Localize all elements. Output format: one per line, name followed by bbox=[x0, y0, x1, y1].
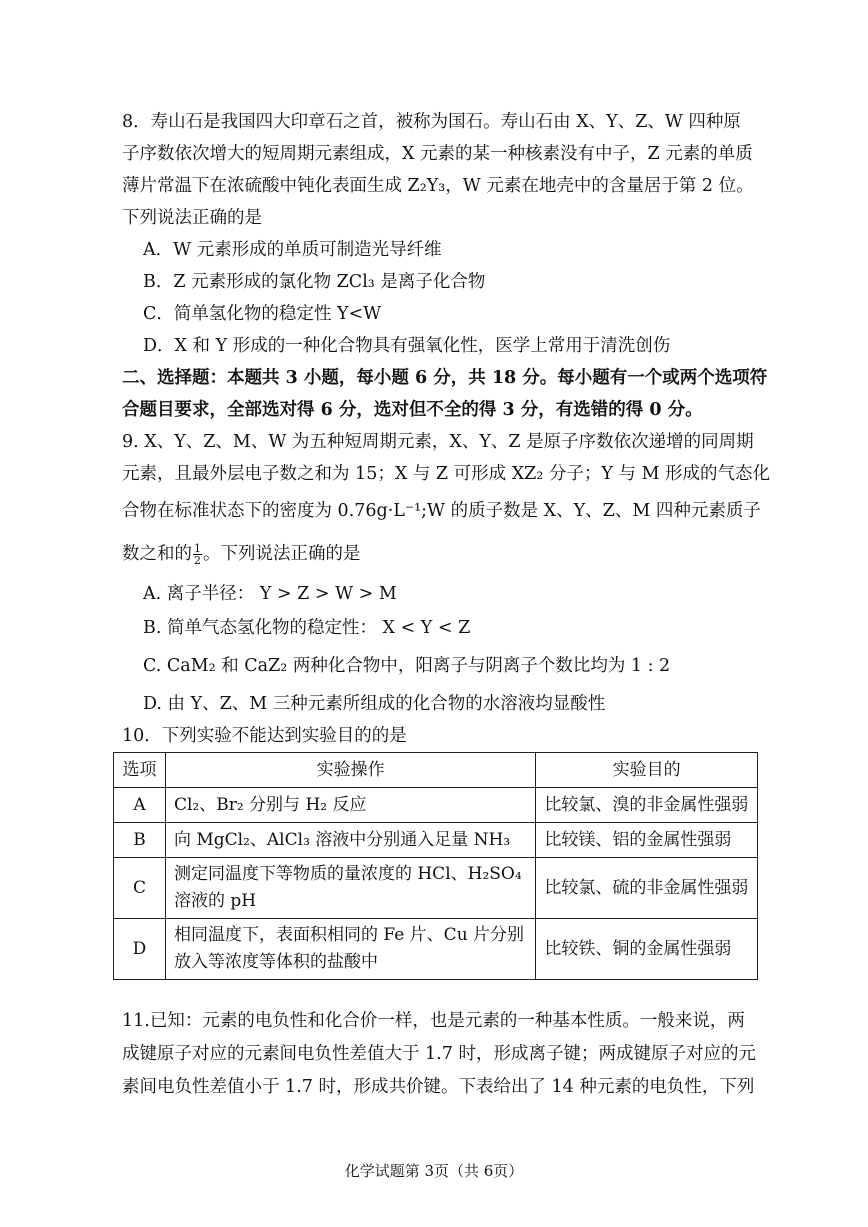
q11-stem-line-3: 素间电负性差值小于 1.7 时，形成共价键。下表给出了 14 种元素的电负性，下列 bbox=[122, 1077, 755, 1097]
row-option-label: B bbox=[114, 823, 166, 858]
row-option-label: A bbox=[114, 788, 166, 823]
row-operation: 相同温度下，表面积相同的 Fe 片、Cu 片分别放入等浓度等体积的盐酸中 bbox=[165, 919, 535, 980]
row-operation: 测定同温度下等物质的量浓度的 HCl、H₂SO₄ 溶液的 pH bbox=[165, 858, 535, 919]
q8-stem-line-3: 薄片常温下在浓硫酸中钝化表面生成 Z₂Y₃，W 元素在地壳中的含量居于第 2 位。 bbox=[122, 176, 754, 196]
row-option-label: D bbox=[114, 919, 166, 980]
row-option-label: C bbox=[114, 858, 166, 919]
q11-stem-line-2: 成键原子对应的元素间电负性差值大于 1.7 时，形成离子键；两成键原子对应的元 bbox=[122, 1044, 756, 1064]
row-purpose: 比较氯、硫的非金属性强弱 bbox=[536, 858, 758, 919]
q9-stem-line-1: 9. X、Y、Z、M、W 为五种短周期元素，X、Y、Z 是原子序数依次递增的同周期 bbox=[122, 432, 754, 452]
q9-stem-line-4 bbox=[122, 543, 361, 566]
q8-stem-line-4: 下列说法正确的是 bbox=[122, 208, 262, 228]
q8-option-c: C．简单氢化物的稳定性 Y<W bbox=[143, 304, 382, 324]
row-purpose: 比较铁、铜的金属性强弱 bbox=[536, 919, 758, 980]
header-operation: 实验操作 bbox=[165, 753, 535, 788]
experiment-table bbox=[113, 752, 758, 980]
q9-option-d: D. 由 Y、Z、M 三种元素所组成的化合物的水溶液均显酸性 bbox=[143, 694, 606, 714]
row-purpose: 比较镁、铝的金属性强弱 bbox=[536, 823, 758, 858]
header-purpose: 实验目的 bbox=[536, 753, 758, 788]
q9-stem-line-3: 合物在标准状态下的密度为 0.76g·L⁻¹;W 的质子数是 X、Y、Z、M 四种元素质子 bbox=[122, 501, 761, 521]
page-footer: 化学试题第 3页（共 6页） bbox=[344, 1162, 524, 1180]
q9-stem-line-2: 元素，且最外层电子数之和为 15；X 与 Z 可形成 XZ₂ 分子；Y 与 M 形成的气态化 bbox=[122, 464, 771, 484]
q8-stem-line-2: 子序数依次增大的短周期元素组成，X 元素的某一种核素没有中子，Z 元素的单质 bbox=[122, 144, 753, 164]
q9-option-b: B. 简单气态氢化物的稳定性： X < Y < Z bbox=[143, 618, 471, 638]
q9-line4-prefix: 数之和的 bbox=[122, 544, 192, 564]
q9-option-a: A. 离子半径： Y > Z > W > M bbox=[143, 584, 397, 604]
q9-line4-suffix: 。下列说法正确的是 bbox=[203, 544, 361, 564]
fraction-numerator: 1 bbox=[194, 542, 201, 555]
q11-stem-line-1: 11.已知：元素的电负性和化合价一样，也是元素的一种基本性质。一般来说，两 bbox=[122, 1011, 745, 1031]
q8-stem-line-1: 8．寿山石是我国四大印章石之首，被称为国石。寿山石由 X、Y、Z、W 四种原 bbox=[122, 112, 741, 132]
fraction-one-half bbox=[193, 543, 202, 566]
table-row bbox=[114, 858, 758, 919]
section-2-heading-line-2: 合题目要求，全部选对得 6 分，选对但不全的得 3 分，有选错的得 0 分。 bbox=[122, 400, 703, 420]
table-row bbox=[114, 788, 758, 823]
q8-option-b: B．Z 元素形成的氯化物 ZCl₃ 是离子化合物 bbox=[143, 272, 486, 292]
header-option: 选项 bbox=[114, 753, 166, 788]
row-purpose: 比较氯、溴的非金属性强弱 bbox=[536, 788, 758, 823]
table-header-row bbox=[114, 753, 758, 788]
q8-option-d: D．X 和 Y 形成的一种化合物具有强氧化性，医学上常用于清洗创伤 bbox=[143, 336, 671, 356]
row-operation: Cl₂、Br₂ 分别与 H₂ 反应 bbox=[165, 788, 535, 823]
q10-title: 10．下列实验不能达到实验目的的是 bbox=[122, 726, 407, 746]
fraction-denominator: 2 bbox=[194, 554, 201, 567]
q9-option-c: C. CaM₂ 和 CaZ₂ 两种化合物中，阳离子与阴离子个数比均为 1 : 2 bbox=[143, 656, 671, 676]
row-operation: 向 MgCl₂、AlCl₃ 溶液中分别通入足量 NH₃ bbox=[165, 823, 535, 858]
q8-option-a: A．W 元素形成的单质可制造光导纤维 bbox=[143, 240, 442, 260]
table-row bbox=[114, 823, 758, 858]
section-2-heading-line-1: 二、选择题：本题共 3 小题，每小题 6 分，共 18 分。每小题有一个或两个选项符 bbox=[122, 368, 768, 388]
table-row bbox=[114, 919, 758, 980]
